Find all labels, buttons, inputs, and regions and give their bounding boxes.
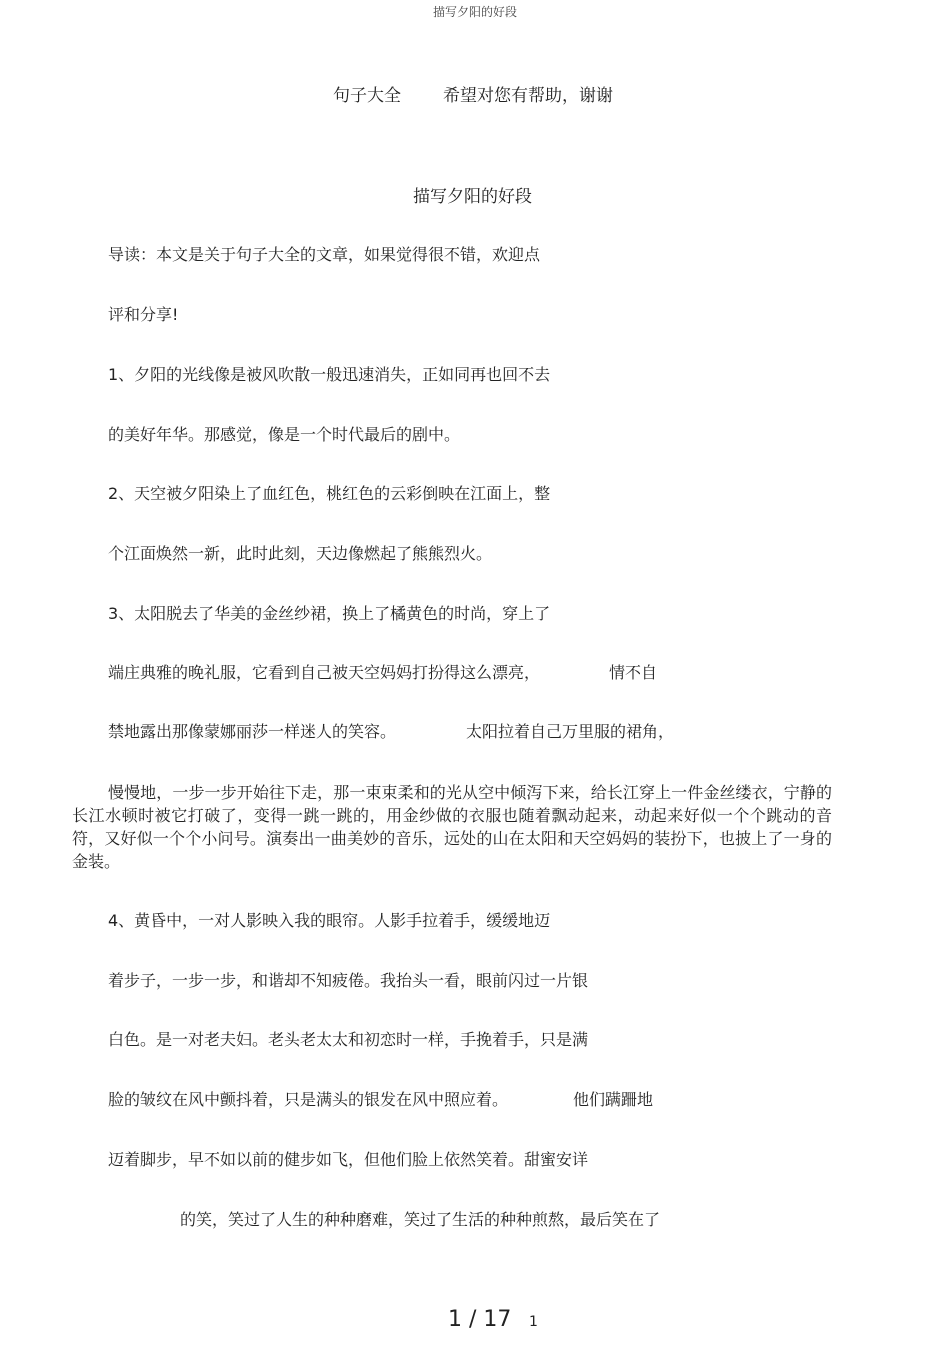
text-line: 的笑，笑过了人生的种种磨难，笑过了生活的种种煎熬，最后笑在了 [180, 1210, 661, 1229]
banner-left: 句子大全 [333, 86, 401, 106]
banner [333, 85, 613, 107]
page-number: 1 / 17 [448, 1307, 512, 1332]
text-line: 端庄典雅的晚礼服，它看到自己被天空妈妈打扮得这么漂亮， [108, 663, 541, 682]
text-line: 禁地露出那像蒙娜丽莎一样迷人的笑容。 [108, 722, 397, 741]
text-line: 迈着脚步，早不如以前的健步如飞，但他们脸上依然笑着。甜蜜安详 [108, 1150, 589, 1169]
banner-right: 希望对您有帮助，谢谢 [443, 86, 613, 106]
text-line: 3、太阳脱去了华美的金丝纱裙，换上了橘黄色的时尚，穿上了 [108, 604, 551, 623]
text-line: 太阳拉着自己万里服的裙角， [466, 722, 675, 741]
paragraph-block: 慢慢地，一步一步开始往下走，那一束束柔和的光从空中倾泻下来，给长江穿上一件金丝缕衣，宁静的长江水顿时被它打破了，变得一跳一跳的，用金纱做的衣服也随着飘动起来，动起来好似一个个跳动的音符，又好似一个个小问号。演奏出一曲美妙的音乐，远处的山在太阳和天空妈妈的装扮下，也披上了一身的金装。 [72, 783, 832, 871]
text-line: 他们蹒跚地 [573, 1090, 654, 1109]
text-line: 评和分享! [108, 305, 179, 324]
text-line: 脸的皱纹在风中颤抖着，只是满头的银发在风中照应着。 [108, 1090, 509, 1109]
text-line: 个江面焕然一新，此时此刻，天边像燃起了熊熊烈火。 [108, 544, 493, 563]
text-line: 情不自 [609, 663, 658, 682]
text-line: 白色。是一对老夫妇。老头老太太和初恋时一样，手挽着手，只是满 [108, 1030, 589, 1049]
text-line: 4、黄昏中，一对人影映入我的眼帘。人影手拉着手，缓缓地迈 [108, 911, 551, 930]
text-line: 着步子，一步一步，和谐却不知疲倦。我抬头一看，眼前闪过一片银 [108, 971, 589, 990]
text-line: 2、天空被夕阳染上了血红色，桃红色的云彩倒映在江面上，整 [108, 484, 551, 503]
header-title: 描写夕阳的好段 [432, 5, 517, 19]
text-line: 1、夕阳的光线像是被风吹散一般迅速消失，正如同再也回不去 [108, 365, 551, 384]
page-number-small: 1 [529, 1314, 538, 1330]
document-title: 描写夕阳的好段 [413, 187, 532, 207]
text-line: 导读：本文是关于句子大全的文章，如果觉得很不错，欢迎点 [108, 245, 541, 264]
text-line: 的美好年华。那感觉，像是一个时代最后的剧中。 [108, 425, 461, 444]
